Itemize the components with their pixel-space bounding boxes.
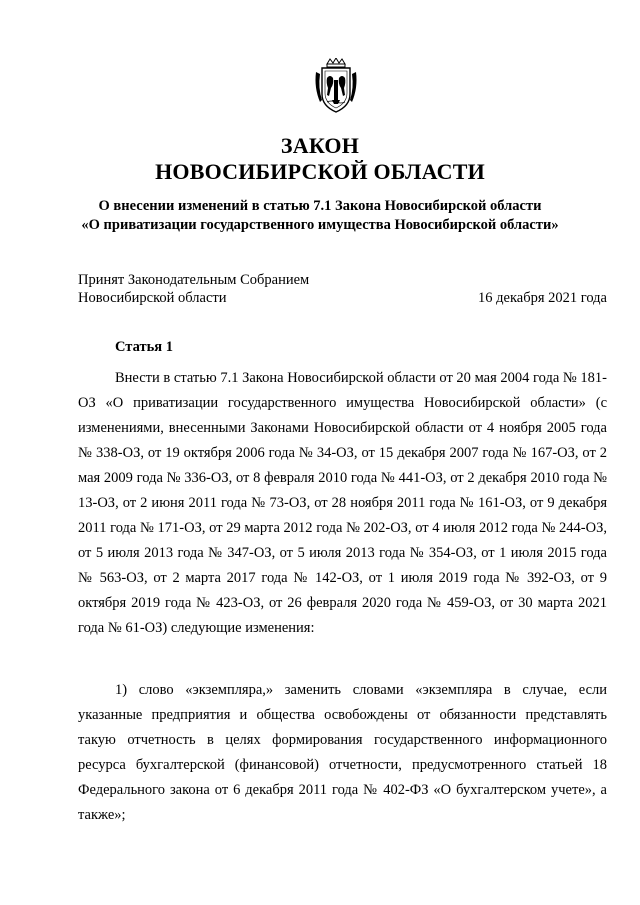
adoption-date: 16 декабря 2021 года [478,290,607,306]
law-title: ЗАКОН [280,133,360,158]
article-heading: Статья 1 [115,339,173,355]
article-paragraph-2: 1) слово «экземпляра,» заменить словами «экземпляра в случае, если указанные предприятия и общества освобождены от обязанности представлять такую отчетность в целях формирования государственного информационного ресурса бухгалтерской (финансовой) отчетности, предусмотренного статьей 18 Федерального закона от 6 декабря 2011 года № 402-ФЗ «О бухгалтерском учете», а также»; [78,682,607,823]
coat-of-arms-icon [314,58,358,114]
law-region-title: НОВОСИБИРСКОЙ ОБЛАСТИ [155,159,485,184]
law-subtitle-line1: О внесении изменений в статью 7.1 Закона Новосибирской области [98,198,542,214]
adopted-by-line1: Принят Законодательным Собранием [78,272,310,288]
law-subtitle-line2: «О приватизации государственного имущества Новосибирской области» [81,217,559,233]
adopted-by-line2: Новосибирской области [78,290,227,306]
article-paragraph-1: Внести в статью 7.1 Закона Новосибирской области от 20 мая 2004 года № 181-ОЗ «О приватизации государственного имущества Новосибирской области» (с изменениями, внесенными Законами Новосибирской области от 4 ноября 2005 года № 338-ОЗ, от 19 октября 2006 года № 34-ОЗ, от 15 декабря 2007 года № 167-ОЗ, от 2 мая 2009 года № 336-ОЗ, от 8 февраля 2010 года № 441-ОЗ, от 2 декабря 2010 года № 13-ОЗ, от 2 июня 2011 года № 73-ОЗ, от 28 ноября 2011 года № 161-ОЗ, от 9 декабря 2011 года № 171-ОЗ, от 29 марта 2012 года № 202-ОЗ, от 4 июля 2012 года № 244-ОЗ, от 5 июля 2013 года № 347-ОЗ, от 5 июля 2013 года № 354-ОЗ, от 1 июля 2015 года № 563-ОЗ, от 2 марта 2017 года № 142-ОЗ, от 1 июля 2019 года № 392-ОЗ, от 9 октября 2019 года № 423-ОЗ, от 26 февраля 2020 года № 459-ОЗ, от 30 марта 2021 года № 61-ОЗ) следующие изменения: [78,370,607,636]
